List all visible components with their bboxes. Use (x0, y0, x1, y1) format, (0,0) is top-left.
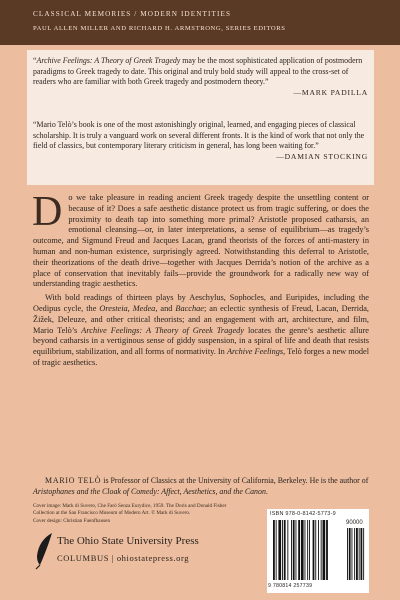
paragraph-text: , Telò forges a new model of tragic aesthetics. (33, 347, 369, 367)
open-quote: “ (33, 56, 37, 65)
ean-digits: 9 780814 257739 (268, 583, 313, 589)
barcode-bar (313, 520, 315, 580)
barcode-bar (276, 520, 277, 580)
publisher-city: COLUMBUS (57, 553, 110, 563)
paragraph-text: locates the genre’s aesthetic allure beyond catharsis in a vertiginous sense of giddy suspension, in a spiral of life and death that resists equilibrium, stabilization, and all forms of normativity. In (33, 325, 369, 357)
cover-design-credit: Cover design: Christian Fuenfhausen (33, 517, 111, 524)
cover-credits (33, 503, 248, 525)
price-code: 90000 (346, 520, 363, 526)
barcode-bar (298, 520, 300, 580)
description-paragraph (32, 189, 369, 290)
book-title: Archive Feelings: A Theory of Greek Tragedy (81, 325, 244, 335)
author-bio-text: . (265, 486, 268, 496)
series-editors: PAUL ALLEN MILLER AND RICHARD H. ARMSTRONG, SERIES EDITORS (33, 25, 286, 32)
barcode-bar (318, 520, 319, 580)
barcode-bar (363, 528, 364, 580)
author-bio (33, 476, 373, 497)
blurb-text: may be the most sophisticated application of postmodern paradigms to Greek tragedy to date. This original and truly bold study will appeal to the cross-set of readers who are familiar with both Greek tragedy and postmodern theory.” (33, 56, 363, 86)
blurb-attribution: —MARK PADILLA (293, 87, 368, 97)
paragraph-text: ; an eclectic synthesis of Freud, Lacan, Derrida, Žižek, Deleuze, and other critical theorists; and an engagement with art, architecture, and film, Mario Telò’s (33, 303, 370, 335)
barcode-bar (291, 520, 292, 580)
barcode-bar (326, 520, 328, 580)
paragraph-text: o we take pleasure in reading ancient Greek tragedy despite the unsettling content or because of it? Does a safe aesthetic distance protect us from tragic suffering, or does the proximity to death tap into something more primal? Aristotle proposed catharsis, an emotional cleansing—or, in later interpretations, a sense of equilibrium—as tragedy’s outcome, and Sigmund Freud and Jacques Lacan, grand theorists of the forces of anti-mastery in human and non-human existence, surprisingly agreed. Notwithstanding this deferral to Aristotle, their theorizations of the death drive—together with Jacques Derrida’s notion of the archive as a place of conservation that inevitably fails—provide the groundwork for a radically new way of understanding tragic aesthetics. (33, 193, 369, 289)
author-book-title: Aristophanes and the Cloak of Comedy: Affect, Aesthetics, and the Canon (33, 486, 266, 496)
cover-image-credit: Cover image: Mark di Suvero, Che Farò Senza Eurydice, 1959. The Doris and Donald Fisher Collection at the San Francisco Museum of Modern Art. © Mark di Suvero. (33, 503, 227, 517)
barcode-bar (309, 520, 310, 580)
isbn-barcode (267, 509, 369, 593)
blurb-book-title: Archive Feelings: A Theory of Greek Tragedy (36, 56, 181, 65)
series-header (0, 0, 400, 45)
barcode-bar (352, 528, 353, 580)
publisher-name: The Ohio State University Press (57, 535, 199, 547)
separator-text: , (127, 303, 133, 313)
publisher-location (57, 553, 189, 563)
separator-text: , and (155, 303, 176, 313)
blurb-attribution: —DAMIAN STOCKING (276, 151, 368, 161)
barcode-bar (282, 520, 283, 580)
blurb-stocking (33, 120, 368, 162)
book-description (32, 189, 370, 372)
barcode-bar (361, 528, 363, 580)
barcode-bar (347, 528, 348, 580)
publisher-url: ohiostatepress.org (116, 553, 190, 563)
barcode-bar (359, 528, 360, 580)
barcode-bar (307, 520, 308, 580)
publisher-block (33, 532, 253, 572)
description-paragraph (33, 293, 369, 369)
book-title: Archive Feelings (226, 347, 284, 357)
barcode-bar (356, 528, 358, 580)
play-title: Oresteia (99, 303, 128, 313)
barcode-bar (287, 520, 288, 580)
blurb-text: “Mario Telò’s book is one of the most astonishingly original, learned, and engaging pieces of classical scholarship. It is truly a vanguard work on several different fronts. It is the kind of work that not only the field of classics, but contemporary literary criticism in general, has long been waiting for.” (33, 120, 365, 150)
series-title: CLASSICAL MEMORIES / MODERN IDENTITIES (33, 10, 232, 18)
barcode-bar (284, 520, 286, 580)
publisher-separator: | (111, 553, 115, 563)
play-title: Medea (132, 303, 156, 313)
barcode-bar (354, 528, 355, 580)
barcode-bar (296, 520, 297, 580)
barcode-bar (321, 520, 322, 580)
author-name: MARIO TELÒ (45, 476, 102, 485)
barcode-bar (301, 520, 304, 580)
paragraph-text: With bold readings of thirteen plays by Aeschylus, Sophocles, and Euripides, including the Oedipus cycle, the (33, 293, 369, 313)
barcode-bar (305, 520, 306, 580)
barcode-bar (278, 520, 281, 580)
barcode-bar (315, 520, 316, 580)
play-title: Bacchae (175, 303, 204, 313)
barcode-digits (268, 583, 312, 589)
author-bio-text: is Professor of Classics at the University of California, Berkeley. He is the author of (101, 476, 369, 485)
drop-cap: D (32, 189, 63, 235)
feather-logo-icon (33, 532, 55, 570)
barcode-bar (293, 520, 295, 580)
barcode-bars (269, 520, 367, 582)
barcode-bar (349, 528, 351, 580)
blurb-padilla (33, 56, 368, 98)
isbn-text: ISBN 978-0-8142-5773-9 (270, 511, 336, 517)
barcode-bar (273, 520, 275, 580)
blurb-panel (27, 50, 374, 185)
barcode-bar (323, 520, 326, 580)
